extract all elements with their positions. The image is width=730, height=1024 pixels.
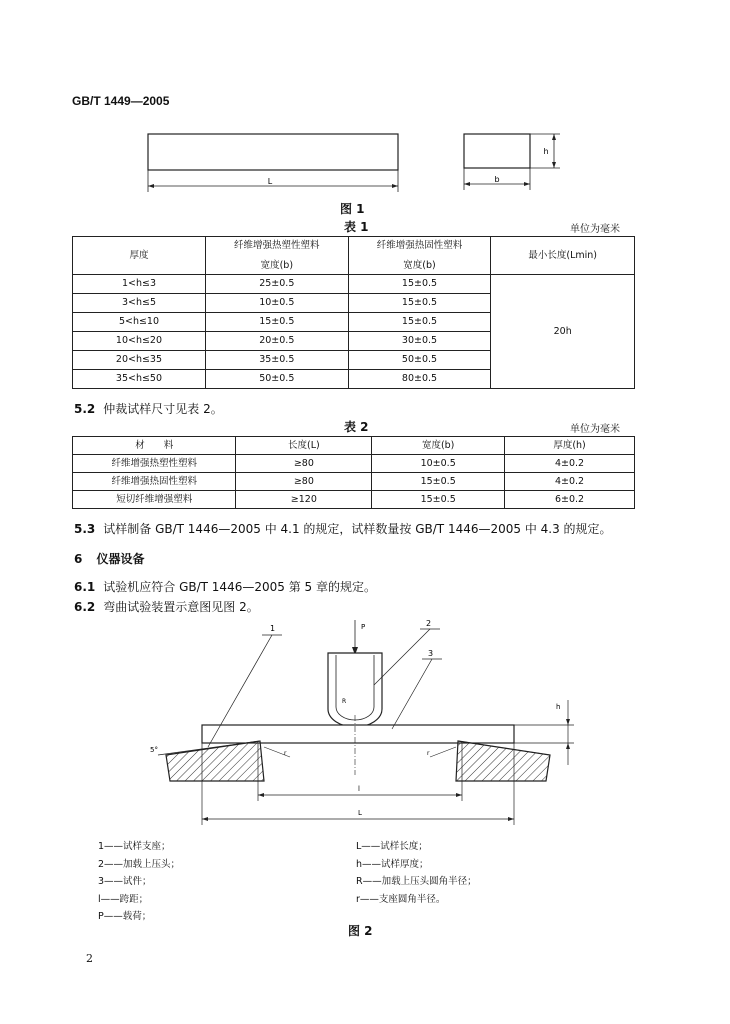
- standard-number: GB/T 1449—2005: [72, 94, 170, 108]
- legend-item: L——试样长度；: [356, 841, 428, 852]
- specimen-section-view: [464, 134, 530, 168]
- t1-header-thermoset: [348, 237, 491, 275]
- t2-cell-length: ≥120: [236, 491, 372, 509]
- t1-header-thermoset-width: 宽度(b): [403, 259, 436, 271]
- t2-cell-width: 15±0.5: [372, 473, 505, 491]
- para-6-1-number: 6.1: [74, 580, 96, 594]
- t1-cell-tp: 15±0.5: [205, 313, 348, 332]
- t1-cell-ts: 15±0.5: [348, 275, 491, 294]
- legend-item: R——加载上压头圆角半径；: [356, 876, 477, 887]
- fig1-label-L: L: [267, 177, 273, 186]
- t1-cell-tp: 25±0.5: [205, 275, 348, 294]
- t1-cell-h: 3<h≤5: [73, 294, 206, 313]
- para-6-2-number: 6.2: [74, 600, 96, 614]
- t2-cell-length: ≥80: [236, 473, 372, 491]
- legend-item: h——试样厚度；: [356, 858, 429, 870]
- label-L: L: [358, 809, 362, 817]
- table-row: [73, 473, 635, 491]
- figure-2-caption: 图 2: [348, 924, 373, 938]
- legend-item: P——载荷；: [98, 911, 152, 922]
- para-5-2-number: 5.2: [74, 402, 96, 416]
- t1-cell-ts: 30±0.5: [348, 332, 491, 351]
- t2-header-width: 宽度(b): [372, 437, 505, 455]
- label-R: R: [342, 698, 347, 705]
- section-6-title: 仪器设备: [96, 552, 145, 566]
- label-l: l: [358, 785, 360, 793]
- legend-item: 3——试件；: [98, 876, 152, 887]
- label-P: P: [361, 623, 366, 631]
- legend-item: l——跨距；: [98, 893, 149, 905]
- t1-header-thermoplastic: [205, 237, 348, 275]
- t2-cell-material: 短切纤维增强塑料: [73, 491, 236, 509]
- t1-cell-ts: 15±0.5: [348, 313, 491, 332]
- callout-3: 3: [428, 649, 434, 658]
- table-1: [72, 236, 635, 389]
- table-2-unit: 单位为毫米: [570, 424, 620, 435]
- section-6-number: 6: [74, 552, 83, 566]
- fig1-label-b: b: [494, 175, 500, 184]
- label-angle: 5°: [150, 746, 158, 754]
- page-number: 2: [86, 952, 93, 965]
- right-support: [456, 741, 550, 781]
- para-5-2: [74, 400, 223, 417]
- para-6-1-text: 试验机应符合 GB/T 1446—2005 第 5 章的规定。: [103, 580, 376, 594]
- t1-min-length-value: 20h: [491, 275, 635, 389]
- para-5-3-text: 试样制备 GB/T 1446—2005 中 4.1 的规定，试样数量按 GB/T 1446—2005 中 4.3 的规定。: [103, 522, 612, 536]
- figure-2-legend-left: [98, 838, 180, 926]
- t1-cell-tp: 35±0.5: [205, 351, 348, 370]
- figure-2-bending-apparatus: [130, 615, 590, 830]
- table-2-caption: 表 2: [344, 420, 369, 434]
- table-row: [73, 455, 635, 473]
- t2-header-length: 长度(L): [236, 437, 372, 455]
- t2-cell-material: 纤维增强热塑性塑料: [73, 455, 236, 473]
- figure-1-specimen-drawing: [140, 128, 580, 200]
- t2-cell-width: 15±0.5: [372, 491, 505, 509]
- label-r-left: r: [284, 750, 287, 757]
- t1-header-thermoset-label: 纤维增强热固性塑料: [376, 239, 463, 251]
- specimen: [202, 725, 514, 743]
- t2-cell-thickness: 4±0.2: [505, 455, 635, 473]
- para-5-3-number: 5.3: [74, 522, 96, 536]
- section-6-heading: [74, 550, 145, 567]
- para-5-2-text: 仲裁试样尺寸见表 2。: [103, 402, 223, 416]
- t1-cell-h: 20<h≤35: [73, 351, 206, 370]
- table-1-caption: 表 1: [344, 220, 369, 234]
- t2-cell-material: 纤维增强热固性塑料: [73, 473, 236, 491]
- figure-2-legend-right: [356, 838, 477, 908]
- table-row: [73, 275, 635, 294]
- t1-header-thermoplastic-label: 纤维增强热塑性塑料: [234, 239, 320, 251]
- label-r-right: r: [427, 750, 430, 757]
- specimen-length-view: [148, 134, 398, 170]
- t2-cell-thickness: 6±0.2: [505, 491, 635, 509]
- t1-cell-ts: 80±0.5: [348, 370, 491, 389]
- para-6-1: [74, 578, 376, 595]
- callout-2: 2: [426, 619, 432, 628]
- t1-header-min-length: 最小长度(Lmin): [491, 237, 635, 275]
- table-row: [73, 491, 635, 509]
- para-5-3: [74, 520, 612, 537]
- t1-header-thermoplastic-width: 宽度(b): [260, 259, 294, 271]
- t1-header-thickness: 厚度: [73, 237, 206, 275]
- para-6-2-text: 弯曲试验装置示意图见图 2。: [103, 600, 259, 614]
- t2-header-thickness: 厚度(h): [505, 437, 635, 455]
- t1-cell-ts: 15±0.5: [348, 294, 491, 313]
- legend-item: 1——试样支座；: [98, 841, 171, 852]
- t2-cell-length: ≥80: [236, 455, 372, 473]
- fig1-label-h: h: [543, 147, 549, 156]
- legend-item: r——支座圆角半径。: [356, 893, 446, 905]
- table-2: [72, 436, 635, 509]
- t2-header-material: 材 料: [73, 437, 236, 455]
- t1-cell-h: 1<h≤3: [73, 275, 206, 294]
- label-h: h: [556, 703, 561, 711]
- t1-cell-ts: 50±0.5: [348, 351, 491, 370]
- t1-cell-h: 35<h≤50: [73, 370, 206, 389]
- callout-1: 1: [270, 624, 276, 633]
- t1-cell-h: 10<h≤20: [73, 332, 206, 351]
- t1-cell-tp: 10±0.5: [205, 294, 348, 313]
- t1-cell-tp: 20±0.5: [205, 332, 348, 351]
- t1-cell-h: 5<h≤10: [73, 313, 206, 332]
- table-1-unit: 单位为毫米: [570, 224, 620, 235]
- t1-cell-tp: 50±0.5: [205, 370, 348, 389]
- t2-cell-thickness: 4±0.2: [505, 473, 635, 491]
- figure-1-caption: 图 1: [340, 202, 365, 216]
- para-6-2: [74, 598, 259, 615]
- legend-item: 2——加载上压头；: [98, 858, 181, 870]
- t2-cell-width: 10±0.5: [372, 455, 505, 473]
